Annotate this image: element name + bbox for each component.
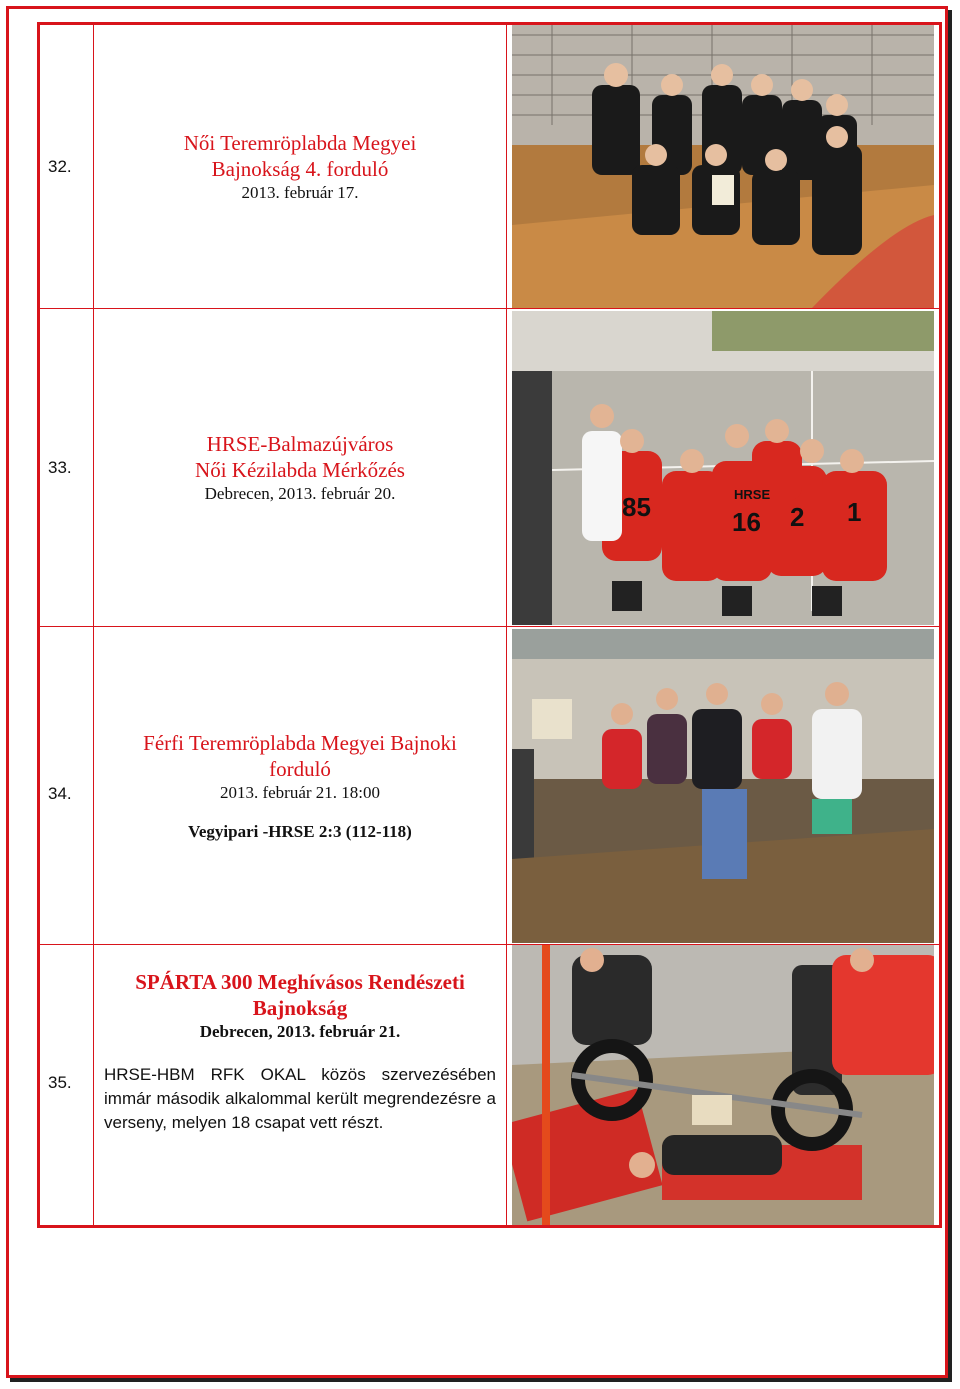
event-description: [94, 945, 507, 1227]
jersey-number: 85: [622, 491, 651, 522]
event-date: 2013. február 17.: [241, 182, 359, 202]
row-number: 35.: [39, 945, 94, 1227]
photo-cell: [507, 627, 941, 945]
row-number: 34.: [39, 627, 94, 945]
table-row: [39, 309, 941, 627]
event-date: Debrecen, 2013. február 20.: [204, 483, 396, 503]
jersey-number: 16: [732, 506, 761, 537]
row-number: 32.: [39, 24, 94, 309]
event-title-line: HRSE-Balmazújváros: [206, 431, 394, 456]
event-date: 2013. február 21. 18:00: [219, 782, 381, 802]
events-table: [37, 22, 942, 1228]
jersey-text: HRSE: [734, 486, 771, 502]
event-title-line: Női Kézilabda Mérkőzés: [195, 457, 405, 482]
jersey-number: 1: [847, 496, 862, 527]
photo-cell: [507, 945, 941, 1227]
event-description: [94, 24, 507, 309]
event-title-line: Bajnokság 4. forduló: [211, 156, 389, 181]
table-row: [39, 627, 941, 945]
event-title-line: Férfi Teremröplabda Megyei Bajnoki: [143, 730, 457, 755]
event-date: Debrecen, 2013. február 21.: [199, 1022, 401, 1041]
volleyball-men-huddle-photo: [512, 629, 934, 943]
bench-press-competition-photo: [512, 945, 934, 1225]
event-title-line: forduló: [269, 756, 331, 781]
event-description: [94, 309, 507, 627]
event-title-line: Női Teremröplabda Megyei: [183, 130, 417, 155]
event-title-line: SPÁRTA 300 Meghívásos Rendészeti: [135, 970, 465, 994]
table-row: [39, 945, 941, 1227]
photo-cell: [507, 24, 941, 309]
row-number: 33.: [39, 309, 94, 627]
table-row: [39, 24, 941, 309]
event-description: [94, 627, 507, 945]
photo-cell: [507, 309, 941, 627]
volleyball-women-team-photo: [512, 25, 934, 308]
event-body-text: HRSE-HBM RFK OKAL közös szervezésében immár második alkalommal került megrendezésre a verseny, melyen 18 csapat vett részt.: [104, 1065, 496, 1132]
event-title-line: Bajnokság: [252, 996, 348, 1020]
jersey-number: 2: [790, 501, 805, 532]
handball-women-team-huddle-photo: [512, 311, 934, 625]
match-result: Vegyipari -HRSE 2:3 (112-118): [188, 821, 412, 841]
